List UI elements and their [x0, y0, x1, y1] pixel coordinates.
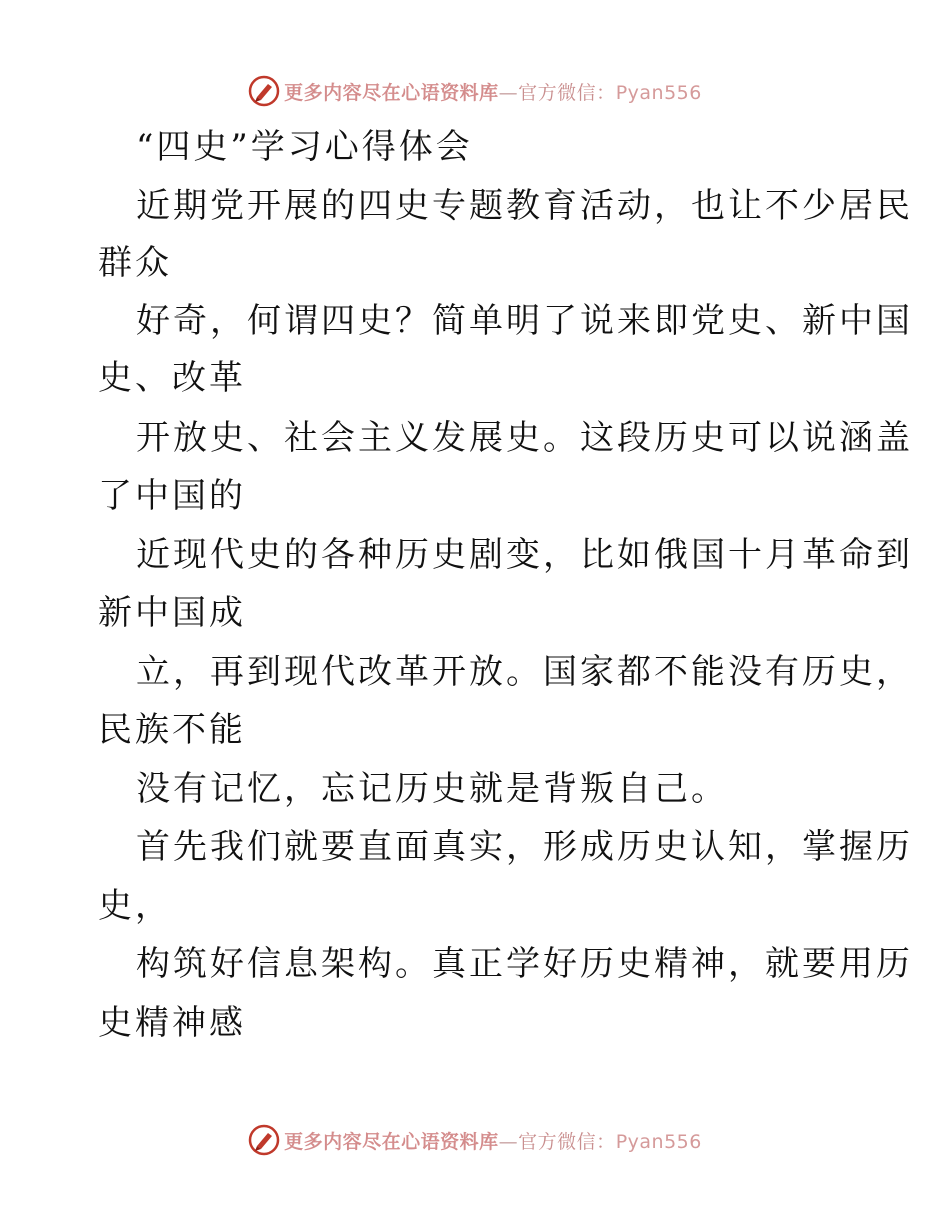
- paragraph-line: 构筑好信息架构。真正学好历史精神，就要用历: [136, 944, 913, 984]
- footer-banner: [0, 1120, 950, 1160]
- banner-wechat-label: 官方微信：: [518, 1130, 616, 1153]
- paragraph-line: 近期党开展的四史专题教育活动，也让不少居民: [136, 186, 913, 226]
- paragraph-line: 没有记忆，忘记历史就是背叛自己。: [136, 769, 728, 809]
- banner-separator: —: [498, 1130, 519, 1153]
- banner-wechat-id: Pyan556: [615, 1130, 702, 1153]
- paragraph-line: 好奇，何谓四史？简单明了说来即党史、新中国: [136, 301, 913, 341]
- paragraph-line: 近现代史的各种历史剧变，比如俄国十月革命到: [136, 535, 913, 575]
- document-title: “四史”学习心得体会: [136, 127, 473, 167]
- paragraph-line: 了中国的: [98, 476, 246, 516]
- paragraph-line: 史精神感: [98, 1003, 246, 1043]
- banner-wechat-id: Pyan556: [615, 81, 702, 104]
- paragraph-line: 新中国成: [98, 593, 246, 633]
- pen-logo-icon: [248, 1124, 280, 1156]
- banner-text: [284, 1127, 702, 1154]
- banner-separator: —: [498, 81, 519, 104]
- paragraph-line: 史，: [98, 886, 172, 926]
- paragraph-line: 群众: [98, 243, 172, 283]
- banner-site-text: 更多内容尽在心语资料库: [284, 1130, 499, 1153]
- paragraph-line: 史、改革: [98, 358, 246, 398]
- paragraph-line: 开放史、社会主义发展史。这段历史可以说涵盖: [136, 418, 913, 458]
- paragraph-line: 民族不能: [98, 710, 246, 750]
- paragraph-line: 立，再到现代改革开放。国家都不能没有历史，: [136, 652, 913, 692]
- banner-wechat-label: 官方微信：: [518, 81, 616, 104]
- banner-site-text: 更多内容尽在心语资料库: [284, 81, 499, 104]
- paragraph-line: 首先我们就要直面真实，形成历史认知，掌握历: [136, 827, 913, 867]
